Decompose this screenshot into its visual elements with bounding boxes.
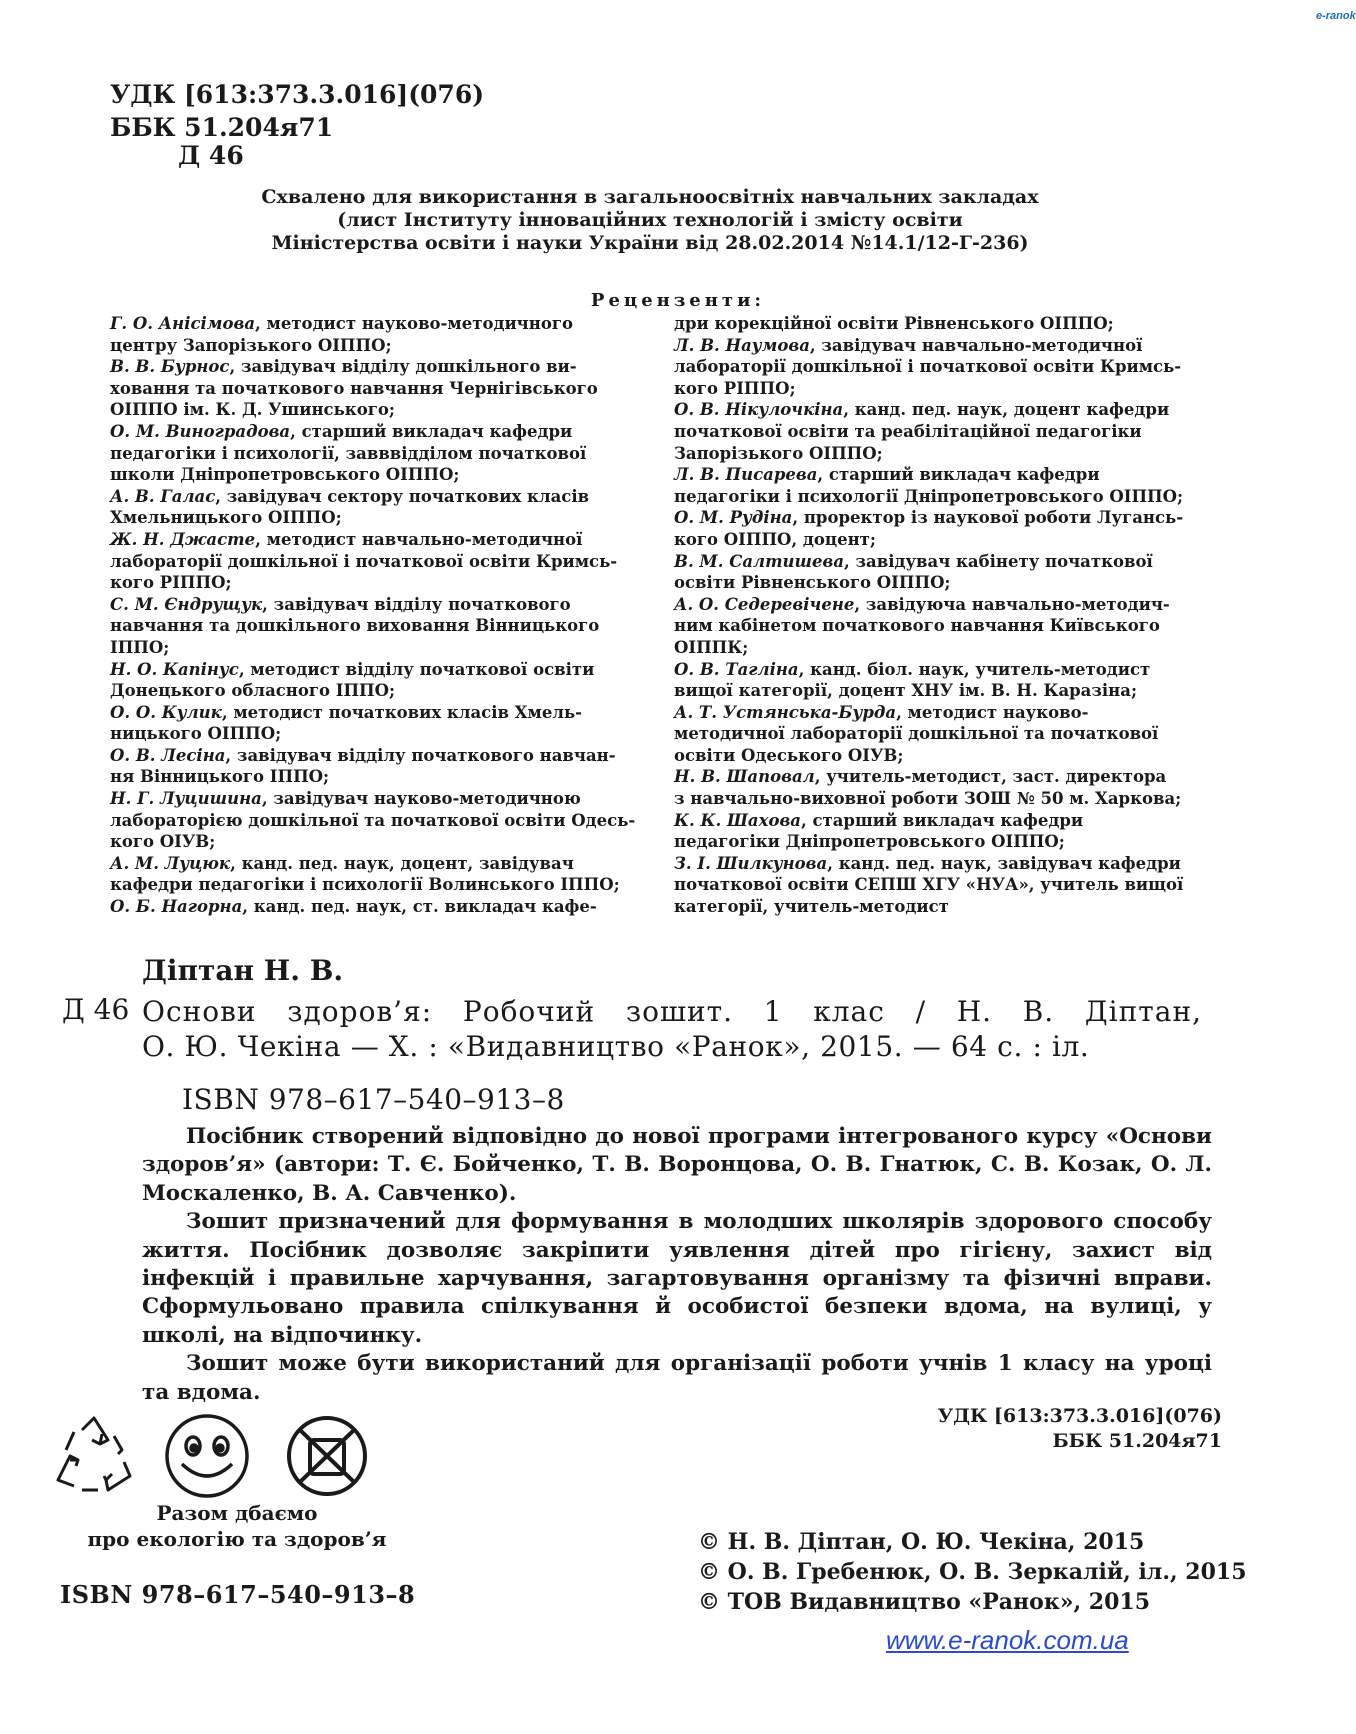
annotation-paragraph: Зошит може бути використаний для організації роботи учнів 1 класу на уроці та вдома.: [142, 1351, 1212, 1405]
reviewer-text: ОІППК;: [674, 637, 749, 657]
reviewer-text: , завідувач науково-методичною: [261, 789, 581, 809]
reviewer-line: [110, 486, 635, 508]
reviewer-line: [110, 335, 635, 357]
reviewer-line: [674, 464, 1183, 486]
reviewer-line: [674, 810, 1183, 832]
reviewer-text: педагогіки Дніпропетровського ОІППО;: [674, 832, 1065, 852]
reviewer-line: [110, 745, 635, 767]
copyright-block: [698, 1527, 1247, 1617]
reviewer-line: [674, 788, 1183, 810]
author-mark-header: Д 46: [178, 141, 244, 170]
catalog-codes-footer: [860, 1404, 1222, 1454]
annotation-paragraph: Посібник створений відповідно до нової програми інтегрованого курсу «Основи здоров’я» (автори: Т. Є. Бойченко, Т. В. Воронцова, О. В. Гнатюк, С. В. Козак, О. Л. Москаленко, В. А. Савченко).: [142, 1124, 1212, 1206]
bbk-code: ББК 51.204я71: [110, 113, 334, 142]
reviewer-line: [110, 443, 635, 465]
recycle-icon: [58, 1418, 130, 1490]
udk-code: УДК [613:373.3.016](076): [110, 80, 485, 109]
reviewer-text: , канд. пед. наук, завідувач кафедри: [827, 853, 1181, 873]
reviewer-line: [110, 723, 635, 745]
copyright-line: © О. В. Гребенюк, О. В. Зеркалій, іл., 2015: [698, 1559, 1247, 1585]
reviewer-line: [110, 831, 635, 853]
footer-isbn: ISBN 978–617–540–913–8: [60, 1580, 416, 1609]
reviewer-line: [674, 831, 1183, 853]
reviewer-name: В. В. Бурнос: [110, 357, 230, 377]
reviewer-text: лабораторії дошкільної і початкової освіти Кримсь-: [674, 357, 1182, 377]
reviewer-text: , старший викладач кафедри: [817, 465, 1100, 485]
reviewer-name: О. О. Кулик: [110, 702, 222, 722]
reviewer-text: , завідувач сектору початкових класів: [215, 486, 590, 506]
reviewer-line: [674, 572, 1183, 594]
reviewer-line: [674, 637, 1183, 659]
reviewer-line: [674, 421, 1183, 443]
reviewer-line: [110, 464, 635, 486]
reviewer-line: [110, 896, 635, 918]
reviewer-text: кого ОІУВ;: [110, 832, 216, 852]
annotation: [142, 1123, 1212, 1407]
reviewer-name: А. Т. Устянська-Бурда: [674, 702, 897, 722]
reviewer-text: ницького ОІППО;: [110, 724, 282, 744]
reviewer-name: О. М. Рудіна: [674, 508, 793, 528]
reviewer-name: А. М. Луцюк: [110, 853, 231, 873]
reviewer-text: , завідувач відділу початкового навчан-: [225, 745, 616, 765]
reviewers-heading: Рецензенти:: [590, 290, 766, 311]
reviewer-line: [110, 399, 635, 421]
eco-slogan-line: Разом дбаємо: [156, 1501, 318, 1525]
reviewer-name: Л. В. Наумова: [674, 335, 810, 355]
reviewer-line: [110, 572, 635, 594]
reviewer-text: Запорізького ОІППО;: [674, 443, 883, 463]
reviewer-line: [674, 659, 1183, 681]
reviewer-line: [110, 659, 635, 681]
reviewer-text: початкової освіти СЕПШ ХГУ «НУА», учитель вищої: [674, 875, 1184, 895]
reviewer-text: , завідувач відділу дошкільного ви-: [229, 357, 577, 377]
reviewer-name: А. В. Галас: [110, 486, 216, 506]
reviewer-text: , канд. пед. наук, ст. викладач кафе-: [242, 897, 597, 917]
reviewer-line: [110, 529, 635, 551]
reviewer-line: [110, 421, 635, 443]
reviewer-line: [110, 810, 635, 832]
reviewer-text: , методист науково-: [896, 702, 1089, 722]
reviewer-line: [110, 680, 635, 702]
reviewer-name: О. Б. Нагорна: [110, 897, 243, 917]
reviewer-line: [110, 853, 635, 875]
reviewer-text: , канд. пед. наук, доцент кафедри: [843, 400, 1170, 420]
reviewer-text: , методист науково-методичного: [255, 314, 573, 333]
reviewer-line: [110, 356, 635, 378]
reviewer-name: В. М. Салтишева: [674, 551, 845, 571]
reviewer-line: [674, 399, 1183, 421]
smiley-face-icon: [167, 1416, 247, 1496]
reviewer-text: кого РІППО;: [110, 573, 232, 593]
reviewer-name: О. В. Таглiна: [674, 659, 799, 679]
approval-line: (лист Інституту інноваційних технологій і змісту освіти: [337, 209, 963, 231]
reviewer-line: [674, 874, 1183, 896]
reviewer-line: [110, 766, 635, 788]
author-mark: Д 46: [62, 993, 130, 1026]
reviewer-text: ІППО;: [110, 637, 170, 657]
reviewer-text: , завідувач кабінету початкової: [844, 551, 1153, 571]
bibliographic-line-2: О. Ю. Чекіна — Х. : «Видавництво «Ранок», 2015. — 64 с. : іл.: [142, 1030, 1090, 1063]
reviewer-line: [110, 507, 635, 529]
reviewer-name: С. М. Єндрущук: [110, 594, 263, 614]
reviewer-text: ОІППО ім. К. Д. Ушинського;: [110, 400, 395, 420]
approval-line: Схвалено для використання в загальноосвітніх навчальних закладах: [261, 186, 1039, 208]
reviewer-line: [674, 766, 1183, 788]
reviewer-text: , методист початкових класів Хмель-: [221, 702, 582, 722]
reviewer-name: Н. В. Шаповал: [674, 767, 815, 787]
annotation-paragraph: Зошит призначений для формування в молодших школярів здорового способу життя. Посібник дозволяє закріпити уявлення дітей про гігієну, захист від інфекцій і правильне харчування, загартовування організму та фізичні вправи. Сформульовано правила спілкування й особистої безпеки вдома, на вулиці, у школі, на відпочинку.: [142, 1209, 1212, 1348]
reviewer-line: [674, 745, 1183, 767]
reviewer-line: [110, 615, 635, 637]
reviewer-line: [110, 551, 635, 573]
reviewer-text: з навчально-виховної роботи ЗОШ № 50 м. Харкова;: [674, 789, 1182, 809]
reviewer-name: Л. В. Писарева: [674, 465, 818, 485]
reviewer-name: Г. О. Анісімова: [110, 314, 256, 333]
reviewer-line: [674, 486, 1183, 508]
reviewer-text: Хмельницького ОІППО;: [110, 508, 342, 528]
reviewer-name: О. В. Лесіна: [110, 745, 226, 765]
reviewer-text: , старший викладач кафедри: [800, 810, 1084, 830]
reviewer-line: [110, 313, 635, 335]
reviewer-text: кафедри педагогіки і психології Волинського ІППО;: [110, 875, 620, 895]
reviewer-text: ня Вінницького ІППО;: [110, 767, 330, 787]
reviewer-text: , старший викладач кафедри: [290, 421, 573, 441]
reviewer-text: освіти Одеського ОІУВ;: [674, 745, 904, 765]
reviewer-text: методичної лабораторії дошкільної та початкової: [674, 724, 1159, 744]
reviewer-name: А. О. Седеревічене: [674, 594, 855, 614]
reviewer-text: , завідуюча навчально-методич-: [854, 594, 1170, 614]
reviewer-text: педагогіки і психології, завввідділом початкової: [110, 443, 587, 463]
reviewer-text: , методист відділу початкової освіти: [238, 659, 595, 679]
approval-line: Міністерства освіти і науки України від 28.02.2014 №14.1/12-Г-236): [271, 232, 1029, 254]
reviewer-name: Н. О. Капінус: [110, 659, 239, 679]
reviewer-line: [674, 313, 1183, 335]
reviewer-line: [110, 637, 635, 659]
reviewer-text: дри корекційної освіти Рівненського ОІППО;: [674, 314, 1114, 333]
reviewer-text: Донецького обласного ІППО;: [110, 681, 396, 701]
reviewer-text: ним кабінетом початкового навчання Київського: [674, 616, 1160, 636]
reviewer-text: кого РІППО;: [674, 378, 796, 398]
reviewer-line: [110, 874, 635, 896]
copyright-line: © ТОВ Видавництво «Ранок», 2015: [698, 1589, 1150, 1615]
reviewer-line: [674, 443, 1183, 465]
reviewer-line: [110, 788, 635, 810]
reviewer-line: [110, 594, 635, 616]
reviewer-line: [674, 335, 1183, 357]
reviewer-line: [674, 529, 1183, 551]
catalog-codes-header: [110, 78, 484, 144]
reviewer-text: , завідувач відділу початкового: [262, 594, 571, 614]
reviewer-line: [674, 615, 1183, 637]
eco-slogan: [52, 1500, 422, 1552]
eco-slogan-line: про екологію та здоров’я: [87, 1527, 387, 1551]
udk-code: УДК [613:373.3.016](076): [937, 1405, 1222, 1427]
reviewer-line: [674, 378, 1183, 400]
reviewer-name: К. К. Шахова: [674, 810, 801, 830]
no-waste-icon: [289, 1418, 365, 1494]
website-link[interactable]: www.e-ranok.com.ua: [886, 1625, 1129, 1655]
approval-statement: [150, 186, 1150, 255]
publisher-logo: e-ranok: [1316, 10, 1356, 22]
reviewer-text: центру Запорізького ОІППО;: [110, 335, 392, 355]
eco-icons: [52, 1410, 382, 1506]
book-isbn: ISBN 978–617–540–913–8: [182, 1083, 565, 1116]
reviewer-line: [674, 356, 1183, 378]
reviewer-name: Н. Г. Луцишина: [110, 789, 262, 809]
reviewers-left-column: [110, 313, 635, 918]
reviewer-text: школи Дніпропетровського ОІППО;: [110, 465, 460, 485]
reviewer-text: навчання та дошкільного виховання Вінницького: [110, 616, 600, 636]
reviewer-text: категорії, учитель-методист: [674, 897, 949, 917]
reviewer-text: початкової освіти та реабілітаційної педагогіки: [674, 421, 1142, 441]
reviewer-text: лабораторією дошкільної та початкової освіти Одесь-: [110, 810, 636, 830]
reviewer-line: [110, 702, 635, 724]
book-author: Діптан Н. В.: [142, 954, 344, 987]
copyright-line: © Н. В. Діптан, О. Ю. Чекіна, 2015: [698, 1529, 1145, 1555]
reviewer-line: [674, 853, 1183, 875]
reviewer-line: [674, 723, 1183, 745]
bibliographic-line-1: Основи здоров’я: Робочий зошит. 1 клас / Н. В. Діптан,: [142, 995, 1202, 1028]
reviewer-text: освіти Рівненського ОІППО;: [674, 573, 951, 593]
reviewer-name: З. І. Шилкунова: [674, 853, 828, 873]
reviewers-right-column: [674, 313, 1183, 918]
reviewer-text: , завідувач навчально-методичної: [809, 335, 1143, 355]
reviewer-text: лабораторії дошкільної і початкової освіти Кримсь-: [110, 551, 618, 571]
reviewer-text: , методист навчально-методичної: [255, 529, 583, 549]
reviewer-line: [674, 594, 1183, 616]
reviewer-name: Ж. Н. Джасте: [110, 529, 256, 549]
bbk-code: ББК 51.204я71: [1052, 1430, 1222, 1452]
reviewer-text: педагогіки і психології Дніпропетровського ОІППО;: [674, 486, 1184, 506]
reviewer-line: [674, 896, 1183, 918]
reviewer-line: [674, 507, 1183, 529]
reviewer-line: [674, 551, 1183, 573]
reviewer-text: , учитель-методист, заст. директора: [814, 767, 1167, 787]
reviewer-text: , канд. біол. наук, учитель-методист: [798, 659, 1151, 679]
reviewer-name: О. В. Нікулочкіна: [674, 400, 844, 420]
reviewer-name: О. М. Виноградова: [110, 421, 291, 441]
reviewer-line: [110, 378, 635, 400]
reviewer-text: вищої категорії, доцент ХНУ ім. В. Н. Каразіна;: [674, 681, 1138, 701]
reviewer-text: , проректор із наукової роботи Лугансь-: [792, 508, 1184, 528]
reviewer-text: кого ОІППО, доцент;: [674, 529, 876, 549]
reviewer-line: [674, 680, 1183, 702]
reviewer-text: ховання та початкового навчання Чернігівського: [110, 378, 598, 398]
reviewer-text: , канд. пед. наук, доцент, завідувач: [230, 853, 574, 873]
reviewer-line: [674, 702, 1183, 724]
